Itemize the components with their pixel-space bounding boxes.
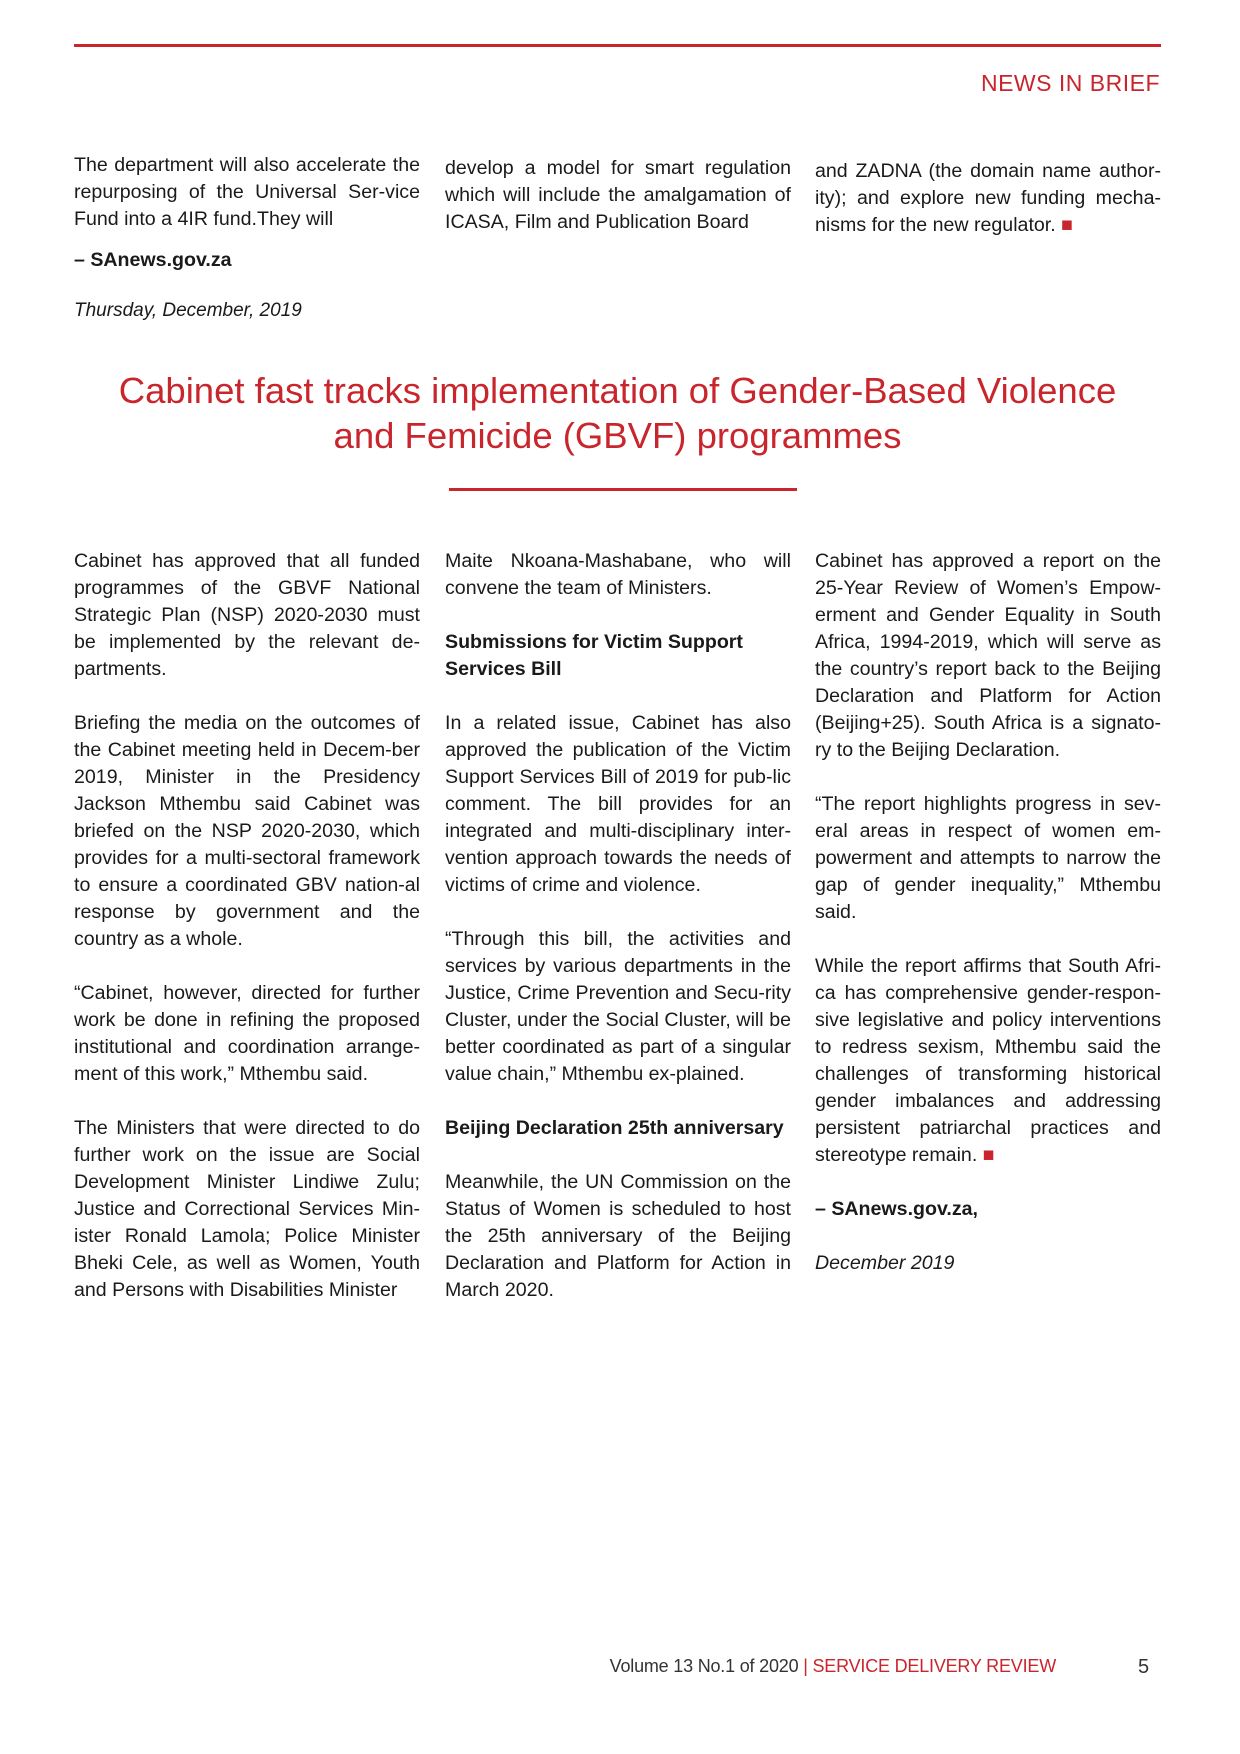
paragraph: Briefing the media on the outcomes of the Cabinet meeting held in Decem-ber 2019, Minister in the Presidency Jackson Mthembu said Cabinet was briefed on the NSP 2020-2030, which provides for a multi-sectoral framework to ensure a coordinated GBV nation-al response by government and the country as a whole.	[74, 712, 420, 950]
footer-separator: |	[803, 1656, 808, 1676]
article-date: December 2019	[815, 1252, 955, 1274]
prev-article-col-3	[815, 158, 1161, 239]
paragraph: “Cabinet, however, directed for further work be done in refining the proposed institutional and coordination arrange-ment of this work,” Mthembu said.	[74, 982, 420, 1085]
paragraph-text: While the report affirms that South Afri-ca has comprehensive gender-respon-sive legislative and policy interventions to redress sexism, Mthembu said the challenges of transforming historical gender imbalances and addressing persistent patriarchal practices and stereotype remain.	[815, 955, 1161, 1166]
paragraph: The department will also accelerate the repurposing of the Universal Ser-vice Fund into a 4IR fund.They will	[74, 154, 420, 230]
paragraph-text: and ZADNA (the domain name author-ity); and explore new funding mecha-nisms for the new regulator.	[815, 160, 1161, 236]
end-mark: ■	[982, 1144, 995, 1166]
paragraph	[815, 953, 1161, 1169]
article-col-3	[815, 548, 1161, 1277]
subheading: Submissions for Victim Support Services Bill	[445, 631, 743, 680]
end-mark: ■	[1061, 214, 1073, 236]
article-col-1	[74, 548, 420, 1304]
article-source: – SAnews.gov.za,	[815, 1198, 978, 1220]
prev-article-date: Thursday, December, 2019	[74, 300, 302, 321]
paragraph: develop a model for smart regulation which will include the amalgamation of ICASA, Film and Publication Board	[445, 157, 791, 233]
prev-article-col-1	[74, 152, 420, 233]
paragraph: In a related issue, Cabinet has also approved the publication of the Victim Support Services Bill of 2019 for pub-lic comment. The bill provides for an integrated and multi-disciplinary inter-vention approach towards the needs of victims of crime and violence.	[445, 712, 791, 896]
article-headline	[74, 368, 1161, 458]
paragraph: Cabinet has approved a report on the 25-Year Review of Women’s Empow-erment and Gender Equality in South Africa, 1994-2019, which will serve as the country’s report back to the Beijing Declaration and Platform for Action (Beijing+25). South Africa is a signato-ry to the Beijing Declaration.	[815, 550, 1161, 761]
section-label: NEWS IN BRIEF	[980, 70, 1160, 96]
paragraph: Meanwhile, the UN Commission on the Status of Women is scheduled to host the 25th anniversary of the Beijing Declaration and Platform for Action in March 2020.	[445, 1171, 791, 1301]
paragraph: “The report highlights progress in sev-eral areas in respect of women em-powerment and attempts to narrow the gap of gender inequality,” Mthembu said.	[815, 793, 1161, 923]
headline-line-1: Cabinet fast tracks implementation of Gender-Based Violence	[118, 370, 1117, 411]
footer-volume: Volume 13 No.1 of 2020	[609, 1656, 799, 1676]
paragraph: Maite Nkoana-Mashabane, who will convene the team of Ministers.	[445, 550, 791, 599]
paragraph: Cabinet has approved that all funded programmes of the GBVF National Strategic Plan (NSP) 2020-2030 must be implemented by the relevant de-partments.	[74, 550, 420, 680]
paragraph: The Ministers that were directed to do further work on the issue are Social Development Minister Lindiwe Zulu; Justice and Correctional Services Min-ister Ronald Lamola; Police Minister Bheki Cele, as well as Women, Youth and Persons with Disabilities Minister	[74, 1117, 420, 1301]
paragraph: “Through this bill, the activities and services by various departments in the Justice, Crime Prevention and Secu-rity Cluster, under the Social Cluster, will be better coordinated as part of a singular value chain,” Mthembu ex-plained.	[445, 928, 791, 1085]
headline-rule	[449, 488, 797, 491]
footer-publication: SERVICE DELIVERY REVIEW	[812, 1656, 1056, 1676]
prev-article-col-2	[445, 155, 791, 236]
prev-article-source: – SAnews.gov.za	[74, 249, 232, 271]
header-rule	[74, 44, 1161, 47]
page-number: 5	[1138, 1656, 1150, 1678]
article-col-2	[445, 548, 791, 1304]
headline-line-2: and Femicide (GBVF) programmes	[333, 415, 902, 456]
paragraph	[815, 158, 1161, 239]
subheading: Beijing Declaration 25th anniversary	[445, 1117, 784, 1139]
footer-publication-info	[610, 1656, 1056, 1677]
